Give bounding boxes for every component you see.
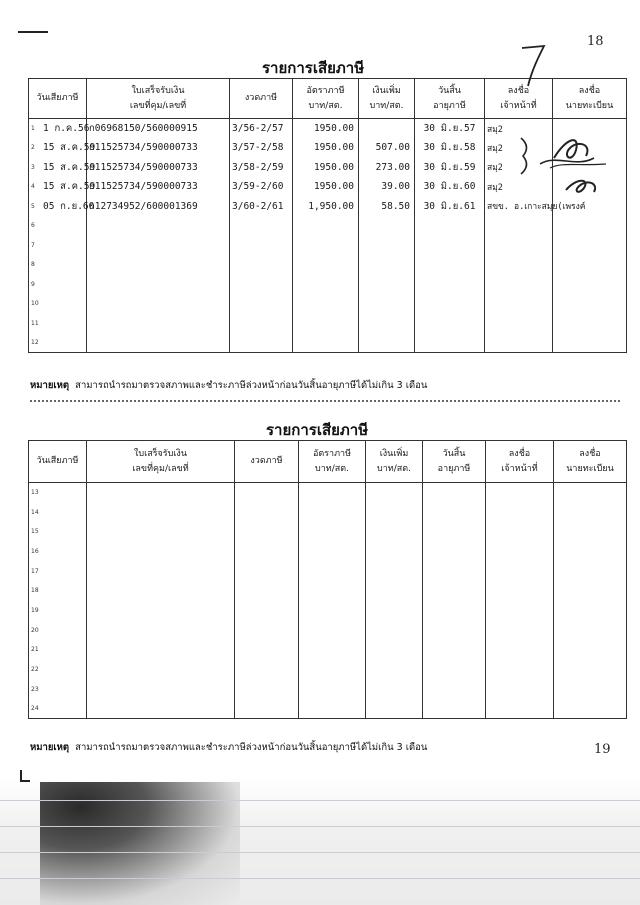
cell-officer <box>486 640 554 660</box>
cell-period <box>235 620 299 640</box>
cell-surcharge <box>366 502 423 522</box>
cell-expiry <box>415 197 485 217</box>
row-number: 3 <box>31 163 35 171</box>
cell-date <box>29 601 87 621</box>
cell-period <box>230 119 293 139</box>
cell-rate-text: 1950.00 <box>313 181 354 193</box>
cell-officer <box>485 216 553 236</box>
cell-period <box>235 679 299 699</box>
cell-rate <box>299 561 366 581</box>
cell-surcharge <box>366 699 423 719</box>
cell-period <box>230 275 293 295</box>
cell-officer <box>486 679 554 699</box>
cell-expiry <box>423 679 486 699</box>
row-number: 5 <box>31 202 35 210</box>
cell-receipt <box>87 601 235 621</box>
cell-surcharge-text: 273.00 <box>375 161 410 173</box>
cell-registrar <box>554 601 627 621</box>
cell-period <box>230 158 293 178</box>
cell-surcharge <box>359 158 415 178</box>
cell-officer <box>486 581 554 601</box>
cell-officer <box>486 561 554 581</box>
table-row <box>29 522 627 542</box>
scan-mark <box>18 31 48 33</box>
note-top: หมายเหตุ สามารถนำรถมาตรวจสภาพและชำระภาษีล่วงหน้าก่อนวันสิ้นอายุภาษีได้ไม่เกิน 3 เดือน <box>30 380 428 391</box>
cell-receipt <box>87 581 235 601</box>
cell-registrar <box>553 236 627 256</box>
ruled-line <box>0 852 640 853</box>
cell-expiry <box>423 601 486 621</box>
cell-rate <box>293 314 359 334</box>
cell-rate <box>299 601 366 621</box>
ruled-line <box>0 826 640 827</box>
cell-surcharge <box>359 333 415 353</box>
row-number: 10 <box>31 300 39 308</box>
cell-rate <box>293 138 359 158</box>
cell-registrar <box>554 522 627 542</box>
table-row <box>29 483 627 503</box>
cell-rate <box>293 333 359 353</box>
cell-expiry <box>423 502 486 522</box>
cell-rate-text: 1950.00 <box>313 123 354 134</box>
cell-surcharge <box>366 679 423 699</box>
cell-rate <box>293 216 359 236</box>
cell-expiry <box>423 581 486 601</box>
cell-expiry <box>415 216 485 236</box>
cell-expiry <box>423 542 486 562</box>
cell-period-text: 3/58-2/59 <box>232 161 284 173</box>
ruled-line <box>0 800 640 801</box>
table-row <box>29 679 627 699</box>
cell-surcharge <box>359 314 415 334</box>
cell-expiry <box>415 314 485 334</box>
cell-period <box>230 197 293 217</box>
header-registrar: ลงชื่อ นายทะเบียน <box>553 79 627 119</box>
cell-period-text: 3/60-2/61 <box>232 200 284 212</box>
cell-registrar <box>554 542 627 562</box>
scan-mark <box>20 780 30 782</box>
table-row <box>29 601 627 621</box>
cell-receipt <box>87 294 230 314</box>
cell-expiry <box>415 236 485 256</box>
cell-expiry-text: 30 มิ.ย.59 <box>423 161 476 173</box>
cell-surcharge <box>359 236 415 256</box>
cell-date <box>29 138 96 158</box>
row-number: 16 <box>31 547 39 555</box>
section-title-bottom: รายการเสียภาษี <box>266 421 369 439</box>
header-officer: ลงชื่อ เจ้าหน้าที่ <box>486 441 554 483</box>
cell-receipt <box>87 236 230 256</box>
cell-officer <box>485 294 553 314</box>
table-row <box>29 333 627 353</box>
cell-surcharge <box>366 542 423 562</box>
cell-officer-text: สมุ2 <box>487 163 503 174</box>
cell-surcharge <box>366 581 423 601</box>
cell-date-text: 1 ก.ค.56 <box>43 123 90 134</box>
cell-registrar <box>554 483 627 503</box>
row-number: 22 <box>31 666 39 674</box>
cell-registrar <box>553 255 627 275</box>
header-surcharge: เงินเพิ่ม บาท/สต. <box>359 79 415 119</box>
cell-date <box>29 314 87 334</box>
cell-registrar <box>553 333 627 353</box>
cell-period <box>230 255 293 275</box>
cell-surcharge-text: 39.00 <box>381 181 410 193</box>
cell-period <box>235 542 299 562</box>
header-receipt: ใบเสร็จรับเงิน เลขที่คุม/เลขที่ <box>87 79 230 119</box>
row-number: 14 <box>31 508 39 516</box>
cell-rate <box>293 158 359 178</box>
cell-receipt <box>87 138 230 158</box>
cell-receipt-text: ก11525734/590000733 <box>89 161 198 173</box>
cell-expiry <box>423 483 486 503</box>
cell-receipt-text: ก11525734/590000733 <box>89 181 198 193</box>
cell-expiry <box>423 522 486 542</box>
tax-table-top <box>28 78 627 353</box>
cell-rate <box>293 236 359 256</box>
table-row <box>29 502 627 522</box>
cell-date <box>29 197 95 217</box>
cell-period <box>235 522 299 542</box>
note-bottom: หมายเหตุ สามารถนำรถมาตรวจสภาพและชำระภาษีล่วงหน้าก่อนวันสิ้นอายุภาษีได้ไม่เกิน 3 เดือน <box>30 742 428 753</box>
cell-registrar <box>554 620 627 640</box>
cell-date <box>29 581 87 601</box>
cell-surcharge <box>366 660 423 680</box>
cell-expiry-text: 30 มิ.ย.60 <box>423 181 476 193</box>
cell-rate <box>299 640 366 660</box>
cell-date <box>29 679 87 699</box>
cell-expiry <box>423 620 486 640</box>
cell-expiry <box>415 177 485 197</box>
cell-rate <box>299 581 366 601</box>
cell-surcharge <box>359 255 415 275</box>
cell-rate <box>299 502 366 522</box>
cell-date <box>29 640 87 660</box>
cell-date <box>29 542 87 562</box>
row-number: 13 <box>31 489 39 497</box>
cell-surcharge <box>359 177 415 197</box>
table-row <box>29 255 627 275</box>
table-row <box>29 660 627 680</box>
row-number: 7 <box>31 241 35 249</box>
row-number: 19 <box>31 606 39 614</box>
cell-date <box>29 699 87 719</box>
cell-officer <box>486 620 554 640</box>
cell-rate-text: 1950.00 <box>313 161 354 173</box>
row-number: 1 <box>31 125 35 132</box>
header-date: วันเสียภาษี <box>29 79 87 119</box>
cell-officer <box>485 236 553 256</box>
cell-surcharge <box>359 119 415 139</box>
cell-receipt <box>87 275 230 295</box>
cell-date <box>29 294 87 314</box>
cell-registrar <box>554 561 627 581</box>
tax-table-bottom <box>28 440 627 719</box>
cell-date <box>29 522 87 542</box>
cell-officer-text: สมุ2 <box>487 124 503 135</box>
cell-receipt <box>87 561 235 581</box>
header-rate: อัตราภาษี บาท/สต. <box>293 79 359 119</box>
cell-rate <box>299 620 366 640</box>
cell-expiry <box>423 660 486 680</box>
cell-date <box>29 216 87 236</box>
cell-date <box>29 483 87 503</box>
cell-rate <box>293 275 359 295</box>
cell-registrar <box>553 294 627 314</box>
cell-receipt <box>87 502 235 522</box>
row-number: 18 <box>31 587 39 595</box>
cell-officer <box>485 314 553 334</box>
cell-expiry-text: 30 มิ.ย.57 <box>423 123 476 134</box>
cell-receipt <box>87 542 235 562</box>
cell-registrar <box>554 581 627 601</box>
cell-date-text: 05 ก.ย.60 <box>43 200 95 212</box>
row-number: 8 <box>31 261 35 269</box>
cell-period <box>235 640 299 660</box>
table-row <box>29 699 627 719</box>
ruled-line <box>0 878 640 879</box>
header-registrar: ลงชื่อ นายทะเบียน <box>554 441 627 483</box>
row-number: 24 <box>31 705 39 713</box>
table-row <box>29 314 627 334</box>
cell-receipt <box>87 158 230 178</box>
cell-registrar <box>553 216 627 236</box>
cell-expiry <box>415 255 485 275</box>
cell-registrar <box>553 314 627 334</box>
cell-receipt-text: ก11525734/590000733 <box>89 142 198 154</box>
cell-officer <box>485 275 553 295</box>
cell-rate <box>293 294 359 314</box>
cell-expiry <box>415 275 485 295</box>
row-number: 21 <box>31 646 39 654</box>
cell-period <box>235 561 299 581</box>
row-number: 17 <box>31 567 39 575</box>
cell-period-text: 3/57-2/58 <box>232 142 284 154</box>
cell-period <box>230 333 293 353</box>
cell-officer <box>486 522 554 542</box>
cell-rate <box>293 197 359 217</box>
cell-receipt <box>87 119 230 139</box>
cell-period <box>230 177 293 197</box>
section-title-top: รายการเสียภาษี <box>262 59 365 77</box>
cell-officer-text: สมุ2 <box>487 182 503 193</box>
cell-receipt <box>87 255 230 275</box>
cell-expiry <box>415 138 485 158</box>
cell-period <box>235 601 299 621</box>
cell-period-text: 3/56-2/57 <box>232 123 284 134</box>
cell-rate <box>299 542 366 562</box>
cell-date <box>29 177 96 197</box>
header-rate: อัตราภาษี บาท/สต. <box>299 441 366 483</box>
cell-receipt <box>87 197 230 217</box>
cell-receipt <box>87 699 235 719</box>
cell-rate <box>299 699 366 719</box>
cell-surcharge <box>359 197 415 217</box>
cell-period <box>230 236 293 256</box>
header-surcharge: เงินเพิ่ม บาท/สต. <box>366 441 423 483</box>
cell-registrar <box>554 699 627 719</box>
cell-officer <box>485 333 553 353</box>
table-row <box>29 640 627 660</box>
cell-surcharge <box>366 601 423 621</box>
cell-receipt <box>87 177 230 197</box>
cell-registrar <box>554 660 627 680</box>
cell-surcharge <box>366 640 423 660</box>
header-date: วันเสียภาษี <box>29 441 87 483</box>
row-number: 15 <box>31 528 39 536</box>
cell-period <box>235 660 299 680</box>
cell-receipt <box>87 660 235 680</box>
cell-rate <box>299 660 366 680</box>
cell-rate <box>293 177 359 197</box>
cell-officer <box>485 255 553 275</box>
cell-rate <box>293 119 359 139</box>
cell-period <box>235 502 299 522</box>
cell-period <box>235 581 299 601</box>
table-row <box>29 620 627 640</box>
cell-receipt <box>87 620 235 640</box>
cell-expiry <box>415 119 485 139</box>
row-number: 12 <box>31 339 39 346</box>
cell-expiry-text: 30 มิ.ย.61 <box>423 200 476 212</box>
page-number-top: 18 <box>587 34 604 49</box>
cell-receipt <box>87 314 230 334</box>
header-expiry: วันสิ้น อายุภาษี <box>415 79 485 119</box>
registrar-signature <box>536 128 616 200</box>
cell-surcharge <box>359 294 415 314</box>
cell-date-text: 15 ส.ค.59 <box>43 181 96 193</box>
cell-date <box>29 620 87 640</box>
cell-receipt <box>87 640 235 660</box>
row-number: 4 <box>31 183 35 191</box>
cell-surcharge-text: 58.50 <box>381 200 410 212</box>
cell-receipt-text: ก06968150/560000915 <box>89 123 198 134</box>
cell-registrar <box>554 640 627 660</box>
cell-surcharge <box>366 483 423 503</box>
row-number: 6 <box>31 222 35 230</box>
cell-registrar <box>554 502 627 522</box>
cell-surcharge <box>359 138 415 158</box>
cell-expiry <box>423 640 486 660</box>
cell-date <box>29 158 96 178</box>
header-period: งวดภาษี <box>235 441 299 483</box>
row-number: 2 <box>31 144 35 152</box>
table-row <box>29 542 627 562</box>
cell-expiry <box>423 699 486 719</box>
cell-date <box>29 236 87 256</box>
table-row <box>29 216 627 236</box>
cell-officer <box>486 699 554 719</box>
cell-expiry <box>415 158 485 178</box>
cell-period <box>230 314 293 334</box>
cell-rate-text: 1,950.00 <box>308 200 354 212</box>
cell-officer <box>486 601 554 621</box>
cell-period <box>230 216 293 236</box>
cell-surcharge <box>366 620 423 640</box>
cell-expiry <box>415 294 485 314</box>
row-number: 9 <box>31 280 35 288</box>
cell-rate-text: 1950.00 <box>313 142 354 154</box>
cell-rate <box>299 522 366 542</box>
header-officer: ลงชื่อ เจ้าหน้าที่ <box>485 79 553 119</box>
handwritten-seven-mark <box>516 40 552 90</box>
cell-date <box>29 660 87 680</box>
cell-expiry <box>415 333 485 353</box>
page-number-bottom: 19 <box>594 742 611 757</box>
cell-date <box>29 333 87 353</box>
cell-period-text: 3/59-2/60 <box>232 181 284 193</box>
cell-period <box>235 699 299 719</box>
header-period: งวดภาษี <box>230 79 293 119</box>
cell-period <box>230 138 293 158</box>
cell-receipt-text: ก12734952/600001369 <box>89 200 198 212</box>
cell-date-text: 15 ส.ค.59 <box>43 161 96 173</box>
separator-dots <box>30 400 620 402</box>
cell-registrar <box>553 275 627 295</box>
cell-officer <box>486 542 554 562</box>
cell-surcharge <box>366 522 423 542</box>
cell-surcharge-text: 507.00 <box>375 142 410 154</box>
cell-surcharge <box>366 561 423 581</box>
table-row <box>29 581 627 601</box>
cell-surcharge <box>359 216 415 236</box>
cell-date <box>29 502 87 522</box>
table-row <box>29 275 627 295</box>
officer-bracket-mark <box>518 136 532 176</box>
cell-date <box>29 255 87 275</box>
cell-date-text: 15 ส.ค.59 <box>43 142 96 154</box>
cell-officer <box>486 660 554 680</box>
header-expiry: วันสิ้น อายุภาษี <box>423 441 486 483</box>
cell-expiry <box>423 561 486 581</box>
row-number: 11 <box>31 319 39 327</box>
row-number: 23 <box>31 685 39 693</box>
cell-officer-text: สขข. อ.เกาะสมุย(เพรงค์ <box>487 202 586 213</box>
header-receipt: ใบเสร็จรับเงิน เลขที่คุม/เลขที่ <box>87 441 235 483</box>
cell-date <box>29 561 87 581</box>
cell-receipt <box>87 679 235 699</box>
cell-receipt <box>87 216 230 236</box>
cell-registrar <box>554 679 627 699</box>
cell-date <box>29 119 90 139</box>
table-row <box>29 294 627 314</box>
cell-rate <box>293 255 359 275</box>
cell-receipt <box>87 522 235 542</box>
cell-receipt <box>87 333 230 353</box>
cell-receipt <box>87 483 235 503</box>
cell-surcharge <box>359 275 415 295</box>
table-row <box>29 561 627 581</box>
cell-rate <box>299 483 366 503</box>
cell-date <box>29 275 87 295</box>
cell-rate <box>299 679 366 699</box>
cell-period <box>230 294 293 314</box>
cell-expiry-text: 30 มิ.ย.58 <box>423 142 476 154</box>
table-row <box>29 236 627 256</box>
cell-officer <box>486 483 554 503</box>
row-number: 20 <box>31 626 39 634</box>
cell-officer-text: สมุ2 <box>487 143 503 154</box>
cell-officer <box>486 502 554 522</box>
cell-period <box>235 483 299 503</box>
